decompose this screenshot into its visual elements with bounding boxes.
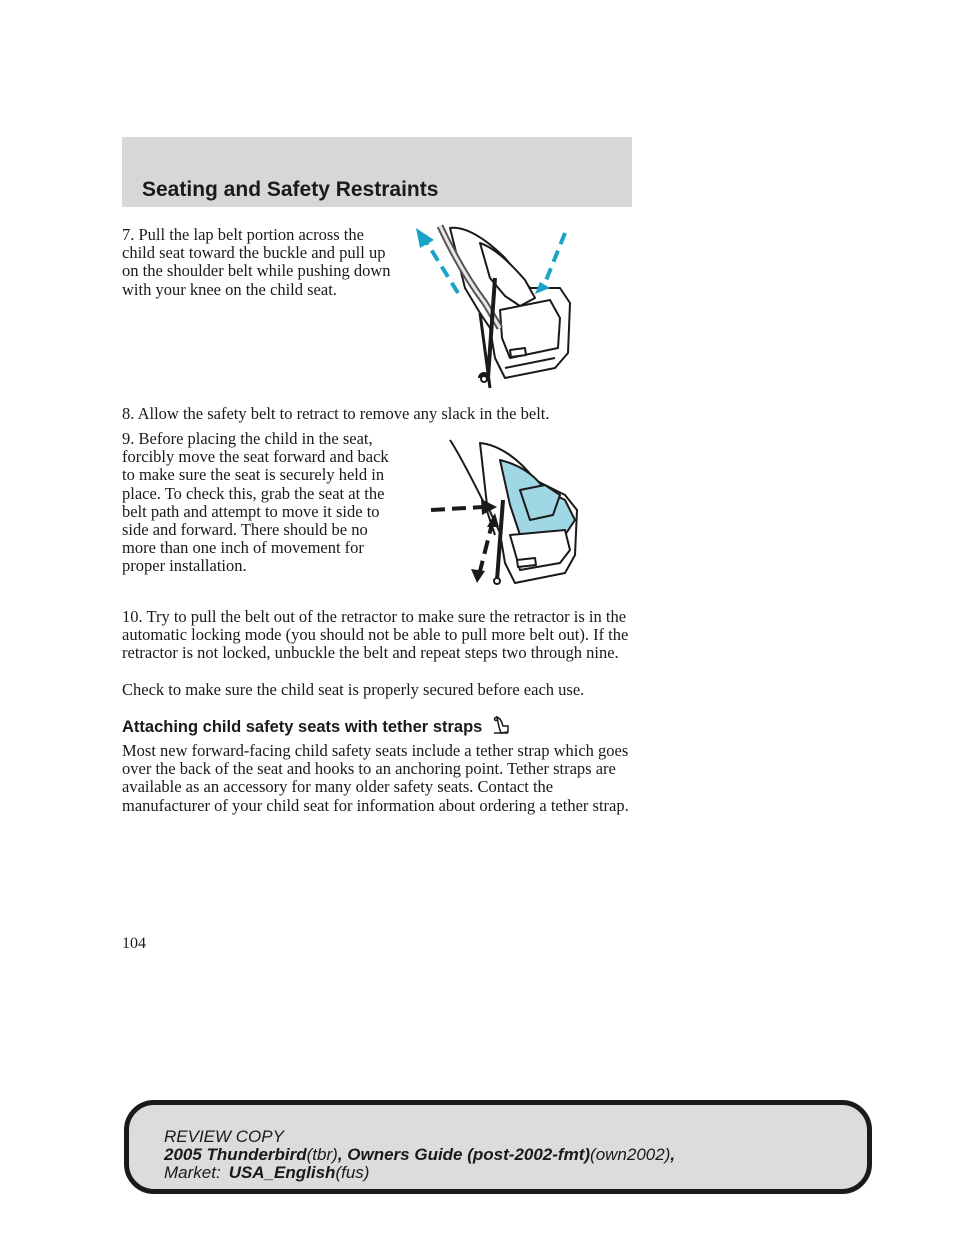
page-section-title: Seating and Safety Restraints — [142, 178, 439, 201]
step-10-text: 10. Try to pull the belt out of the retractor to make sure the retractor is in the automatic locking mode (you should not be able to pull more belt out). If the retractor is not locked, unbuckle the belt and repeat steps two through nine. — [122, 607, 629, 663]
step-8-text: 8. Allow the safety belt to retract to remove any slack in the belt. — [122, 404, 550, 423]
step-9-text: 9. Before placing the child in the seat, forcibly move the seat forward and back to make sure the seat is securely held in place. To check this, grab the seat at the belt path and attempt to move it side to side and forward. There should be no more than one inch of movement for proper installation. — [122, 429, 389, 576]
review-copy-label: REVIEW COPY — [164, 1127, 284, 1146]
review-copy-market-line: Market: USA_English(fus) — [164, 1163, 370, 1182]
review-copy-model-line: 2005 Thunderbird(tbr), Owners Guide (post-2002-fmt)(own2002), — [164, 1145, 676, 1164]
tether-body-text: Most new forward-facing child safety seats include a tether strap which goes over the back of the seat and hooks to an anchoring point. Tether straps are available as an accessory for many older safety seats. Contact the manufacturer of your child seat for information about ordering a tether strap. — [122, 741, 629, 815]
tether-section-heading — [122, 715, 511, 737]
child-seat-tether-icon — [491, 715, 511, 735]
step-7-text: 7. Pull the lap belt portion across the child seat toward the buckle and pull up on the shoulder belt while pushing down with your knee on the child seat. — [122, 225, 391, 299]
page-number: 104 — [122, 935, 146, 952]
tether-heading-text: Attaching child safety seats with tether straps — [122, 718, 483, 736]
child-seat-movement-check-illustration — [425, 435, 595, 590]
child-seat-pull-belt-illustration — [410, 218, 590, 390]
check-note-text: Check to make sure the child seat is properly secured before each use. — [122, 680, 585, 699]
